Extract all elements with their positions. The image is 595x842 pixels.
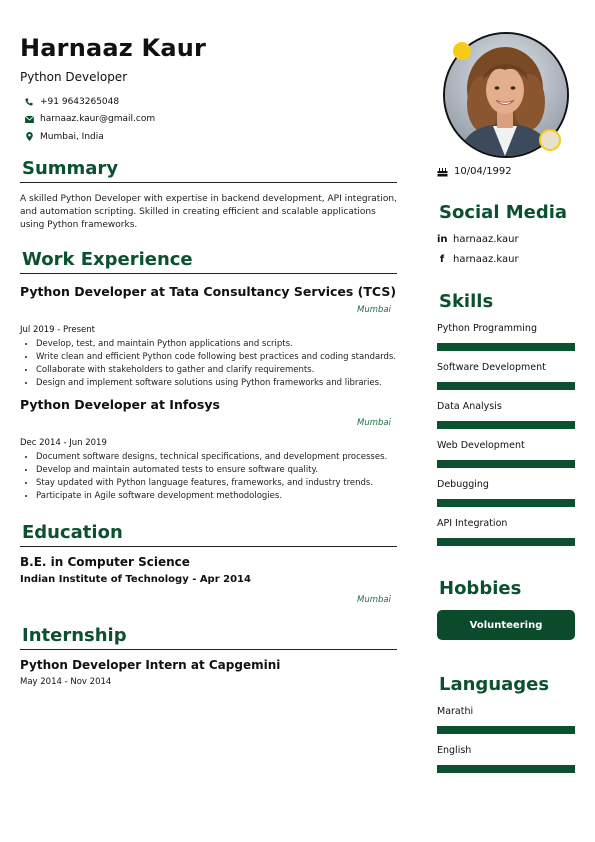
skill-bar	[437, 499, 575, 507]
linkedin-handle[interactable]: harnaaz.kaur	[453, 233, 519, 245]
bullet-item: • Stay updated with Python language features, frameworks, and industry trends.	[36, 477, 397, 490]
education-section	[20, 522, 397, 605]
bullet-item: • Collaborate with stakeholders to gather and clarify requirements.	[36, 364, 397, 377]
languages-title: Languages	[439, 674, 550, 695]
section-divider	[20, 273, 397, 274]
bullet-item: • Design and implement software solutions using Python frameworks and libraries.	[36, 377, 397, 390]
contact-email	[20, 111, 397, 129]
summary-text: A skilled Python Developer with expertise in backend development, API integration, and automation scripting. Skilled in creating efficient and scalable applications using Python frameworks.	[20, 193, 397, 230]
skills-list	[437, 323, 575, 546]
hobbies-title: Hobbies	[439, 578, 522, 599]
languages-section	[437, 674, 575, 773]
internship-dates: May 2014 - Nov 2014	[20, 676, 112, 687]
social-section	[437, 202, 575, 269]
candidate-name: Harnaaz Kaur	[20, 34, 207, 62]
experience-title: Work Experience	[22, 248, 193, 270]
job-dates: Dec 2014 - Jun 2019	[20, 437, 107, 448]
bullet-item: • Document software designs, technical specifications, and development processes.	[36, 451, 397, 464]
social-list	[437, 229, 575, 269]
email-value[interactable]: harnaaz.kaur@gmail.com	[40, 114, 156, 125]
skill-bar	[437, 343, 575, 351]
decor-dot	[453, 42, 471, 60]
language-label: Marathi	[437, 706, 474, 717]
job-entry	[20, 284, 397, 390]
internship-role: Python Developer Intern at Capgemini	[20, 657, 281, 672]
job-title: Python Developer at Tata Consultancy Services (TCS)	[20, 283, 397, 299]
section-divider	[20, 546, 397, 547]
dob-value: 10/04/1992	[454, 166, 512, 177]
facebook-icon: f	[439, 253, 445, 265]
job-title: Python Developer at Infosys	[20, 396, 220, 412]
job-bullets	[20, 338, 397, 390]
skill-bar	[437, 460, 575, 468]
skills-title: Skills	[439, 291, 494, 312]
language-bar	[437, 765, 575, 773]
email-icon	[23, 116, 35, 123]
decor-dot	[539, 129, 561, 151]
bullet-item: • Develop, test, and maintain Python applications and scripts.	[36, 338, 397, 351]
skill-label: API Integration	[437, 518, 508, 529]
linkedin-icon: in	[437, 233, 448, 245]
contact-phone	[20, 93, 397, 111]
job-bullets	[20, 451, 397, 503]
education-degree: B.E. in Computer Science	[20, 554, 190, 569]
phone-icon	[23, 98, 35, 106]
skill-bar	[437, 421, 575, 429]
facebook-handle[interactable]: harnaaz.kaur	[453, 253, 519, 265]
social-title: Social Media	[439, 202, 568, 223]
job-entry	[20, 397, 397, 503]
education-location: Mumbai	[357, 594, 391, 605]
contact-location	[20, 128, 397, 146]
language-list	[437, 706, 575, 773]
skill-item	[437, 323, 575, 351]
skill-item	[437, 518, 575, 546]
education-title: Education	[22, 521, 123, 543]
experience-section	[20, 249, 397, 503]
summary-section	[20, 158, 397, 232]
internship-section	[20, 625, 397, 687]
job-location: Mumbai	[357, 417, 391, 428]
hobbies-section	[437, 578, 575, 640]
skill-bar	[437, 382, 575, 390]
internship-title: Internship	[22, 624, 127, 646]
skill-label: Web Development	[437, 440, 525, 451]
skill-item	[437, 440, 575, 468]
skill-label: Software Development	[437, 362, 546, 373]
skill-item	[437, 401, 575, 429]
skill-bar	[437, 538, 575, 546]
job-location: Mumbai	[357, 304, 391, 315]
contact-list	[20, 93, 397, 146]
location-value: Mumbai, India	[40, 131, 104, 142]
bullet-item: • Write clean and efficient Python code following best practices and coding standards.	[36, 351, 397, 364]
social-linkedin[interactable]	[437, 229, 575, 249]
bullet-item: • Develop and maintain automated tests to ensure software quality.	[36, 464, 397, 477]
social-facebook[interactable]	[437, 249, 575, 269]
skill-item	[437, 479, 575, 507]
location-icon	[23, 132, 35, 141]
date-of-birth	[437, 166, 512, 177]
section-divider	[20, 182, 397, 183]
skills-section	[437, 291, 575, 546]
language-bar	[437, 726, 575, 734]
candidate-role: Python Developer	[20, 70, 128, 84]
education-institution: Indian Institute of Technology - Apr 2014	[20, 573, 251, 585]
cake-icon	[437, 166, 448, 177]
phone-value[interactable]: +91 9643265048	[40, 96, 120, 107]
skill-item	[437, 362, 575, 390]
skill-label: Python Programming	[437, 323, 537, 334]
job-dates: Jul 2019 - Present	[20, 324, 95, 335]
language-label: English	[437, 745, 472, 756]
main-column	[20, 30, 397, 687]
skill-label: Data Analysis	[437, 401, 502, 412]
bullet-item: • Participate in Agile software development methodologies.	[36, 490, 397, 503]
hobby-chip: Volunteering	[437, 610, 575, 640]
summary-title: Summary	[22, 157, 119, 179]
language-item	[437, 745, 575, 773]
language-item	[437, 706, 575, 734]
skill-label: Debugging	[437, 479, 489, 490]
section-divider	[20, 649, 397, 650]
